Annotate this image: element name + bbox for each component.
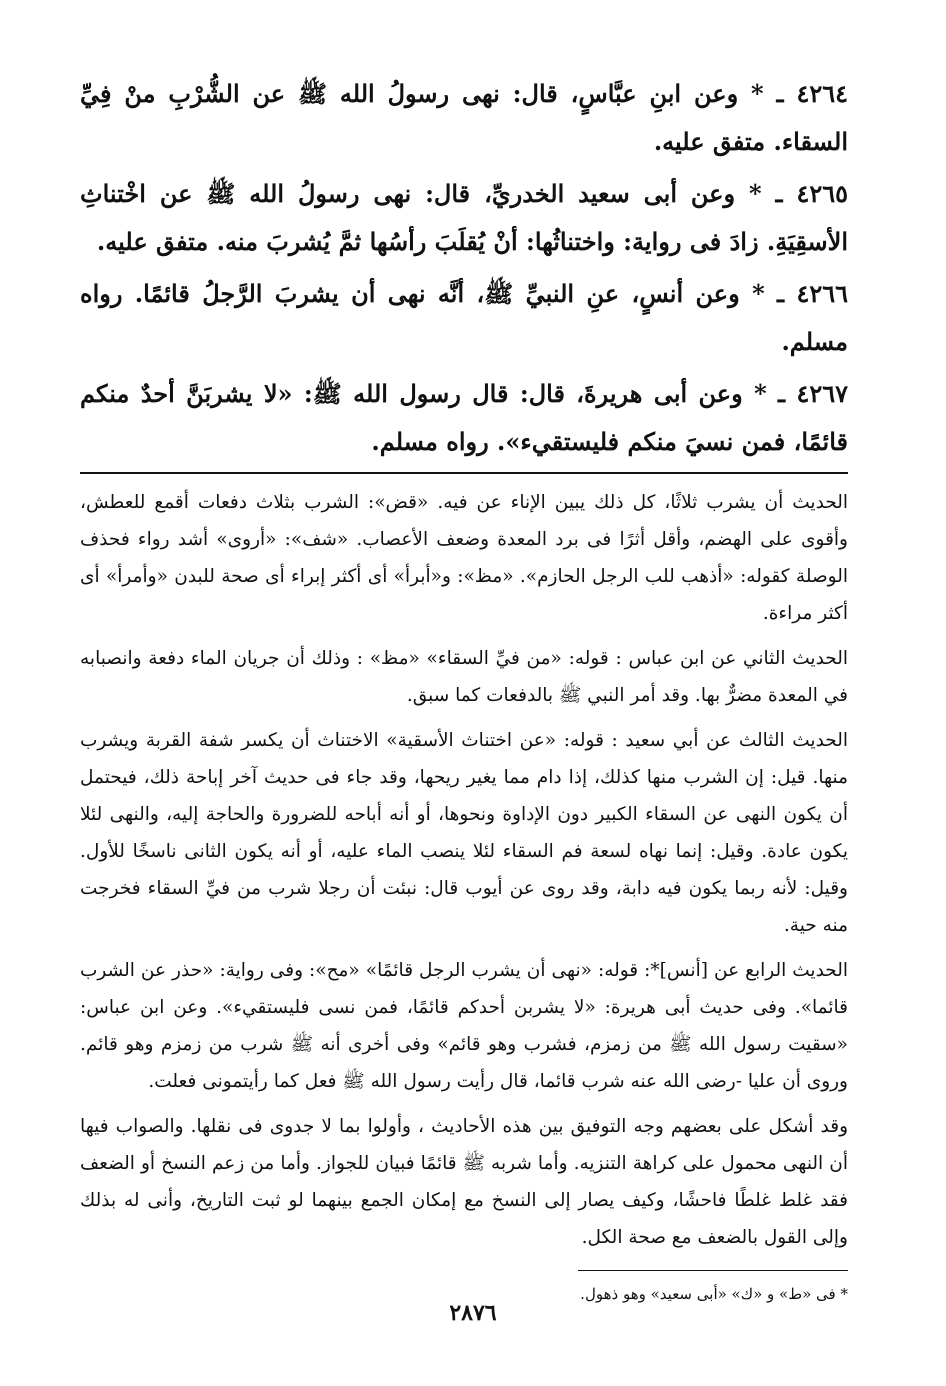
footnote: * فى «ط» و «ك» «أبى سعيد» وهو ذهول.: [580, 1285, 848, 1303]
hadith-4267: ٤٢٦٧ ـ * وعن أبى هريرةَ، قال: قال رسول الله ﷺ: «لا يشربَنَّ أحدٌ منكم قائمًا، فمن نسيَ منكم فليستقيء». رواه مسلم.: [80, 379, 848, 456]
commentary-paragraph-4: الحديث الرابع عن [أنس]*: قوله: «نهى أن يشرب الرجل قائمًا» «مح»: وفى رواية: «حذر عن الشرب قائما». وفى حديث أبى هريرة: «لا يشربن أحدكم قائمًا، فمن نسى فليستقيء». وعن ابن عباس: «سقيت رسول الله ﷺ من زمزم، فشرب وهو قائم» وفى أخرى أنه ﷺ شرب من زمزم وهو قائم. وروى أن عليا -رضى الله عنه شرب قائما، قال رأيت رسول الله ﷺ فعل كما رأيتمونى فعلت.: [80, 960, 848, 1092]
hadith-4265: ٤٢٦٥ ـ * وعن أبى سعيد الخدريِّ، قال: نهى رسولُ الله ﷺ عن اخْتناثِ الأسقِيَةِ. زادَ فى رواية: واختناثُها: أنْ يُقلَبَ رأسُها ثمَّ يُشربَ منه. متفق عليه.: [80, 179, 848, 256]
section-divider: [80, 472, 848, 474]
commentary-paragraph-3: الحديث الثالث عن أبي سعيد : قوله: «عن اختناث الأسقية» الاختناث أن يكسر شفة القربة ويشرب منها. قيل: إن الشرب منها كذلك، إذا دام مما يغير ريحها، وقد جاء فى حديث آخر إباحة ذلك، فيحتمل أن يكون النهى عن السقاء الكبير دون الإداوة ونحوها، أو أنه أباحه للضرورة والحاجة إليه، والنهى لئلا يكون عادة. وقيل: إنما نهاه لسعة فم السقاء لئلا ينصب الماء عليه، أو أنه يكون الثانى ناسخًا للأول. وقيل: لأنه ربما يكون فيه دابة، وقد روى عن أيوب قال: نبئت أن رجلا شرب من فيِّ السقاء فخرجت منه حية.: [80, 730, 848, 936]
commentary-paragraph-1: الحديث أن يشرب ثلاثًا، كل ذلك يبين الإناء عن فيه. «قض»: الشرب بثلاث دفعات أقمع للعطش، وأقوى على الهضم، وأقل أثرًا فى برد المعدة وضعف الأعصاب. «شف»: «أروى» أشد رواء فحذف الوصلة كقوله: «أذهب للب الرجل الحازم». «مظ»: و«أبرأ» أى أكثر إبراء أى صحة للبدن «وأمرأ» أى أكثر مراءة.: [80, 492, 848, 624]
hadith-4266: ٤٢٦٦ ـ * وعن أنسٍ، عنِ النبيِّ ﷺ، أنَّه نهى أن يشربَ الرَّجلُ قائمًا. رواه مسلم.: [80, 279, 848, 356]
commentary-paragraph-2: الحديث الثاني عن ابن عباس : قوله: «من فيِّ السقاء» «مظ» : وذلك أن جريان الماء دفعة وانصبابه في المعدة مضرٌّ بها. وقد أمر النبي ﷺ بالدفعات كما سبق.: [80, 648, 848, 706]
page-body: [80, 70, 848, 1307]
commentary-paragraph-5: وقد أشكل على بعضهم وجه التوفيق بين هذه الأحاديث ، وأولوا بما لا جدوى فى نقلها. والصواب فيها أن النهى محمول على كراهة التنزيه. وأما شربه ﷺ قائمًا فبيان للجواز. وأما من زعم النسخ أو الضعف فقد غلط غلطًا فاحشًا، وكيف يصار إلى النسخ مع إمكان الجمع بينهما لو ثبت التاريخ، وأنى له بذلك وإلى القول بالضعف مع صحة الكل.: [80, 1116, 848, 1248]
footnote-divider: [578, 1270, 848, 1271]
page-number: ٢٨٧٦: [449, 1300, 497, 1326]
hadith-4264: ٤٢٦٤ ـ * وعن ابنِ عبَّاسٍ، قال: نهى رسولُ الله ﷺ عن الشُّرْبِ منْ فِيِّ السقاء. متفق عليه.: [80, 79, 848, 156]
